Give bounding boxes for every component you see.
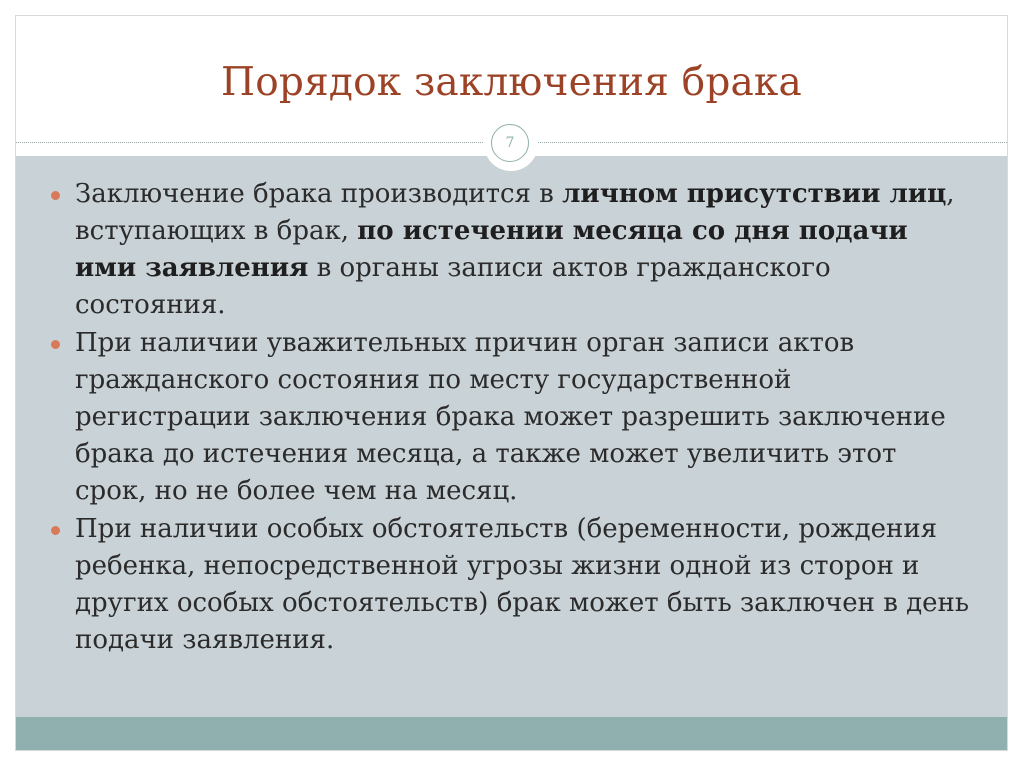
bullet-segment-bold: личном присутствии лиц bbox=[562, 179, 947, 209]
bullet-segment-bold: по истечении месяца со дня подачи ими заявления bbox=[75, 216, 908, 283]
bullet-segment: в органы записи актов гражданского состояния. bbox=[75, 253, 831, 320]
bullet-list bbox=[51, 176, 971, 660]
slide bbox=[15, 15, 1008, 751]
bullet-item-2 bbox=[51, 325, 971, 510]
bullet-marker-icon bbox=[51, 191, 60, 200]
bullet-segment: Заключение брака производится в bbox=[75, 179, 563, 209]
bullet-item-3 bbox=[51, 511, 971, 659]
bullet-marker-icon bbox=[51, 526, 60, 535]
bullet-item-1 bbox=[51, 176, 971, 324]
bullet-text-3: При наличии особых обстоятельств (беременности, рождения ребенка, непосредственной угрозы жизни одной из сторон и других особых обстоятельств) брак может быть заключен в день подачи заявления. bbox=[75, 514, 970, 655]
slide-title: Порядок заключения брака bbox=[221, 60, 802, 105]
bullet-text-1 bbox=[75, 179, 955, 320]
slide-number: 7 bbox=[505, 135, 515, 151]
bullet-text-2: При наличии уважительных причин орган записи актов гражданского состояния по месту государственной регистрации заключения брака может разрешить заключение брака до истечения месяца, а также может увеличить этот срок, но не более чем на месяц. bbox=[75, 328, 946, 506]
footer-band bbox=[16, 717, 1007, 751]
slide-number-badge bbox=[486, 119, 536, 169]
bullet-segment: , вступающих в брак, bbox=[75, 179, 955, 246]
bullet-marker-icon bbox=[51, 340, 60, 349]
